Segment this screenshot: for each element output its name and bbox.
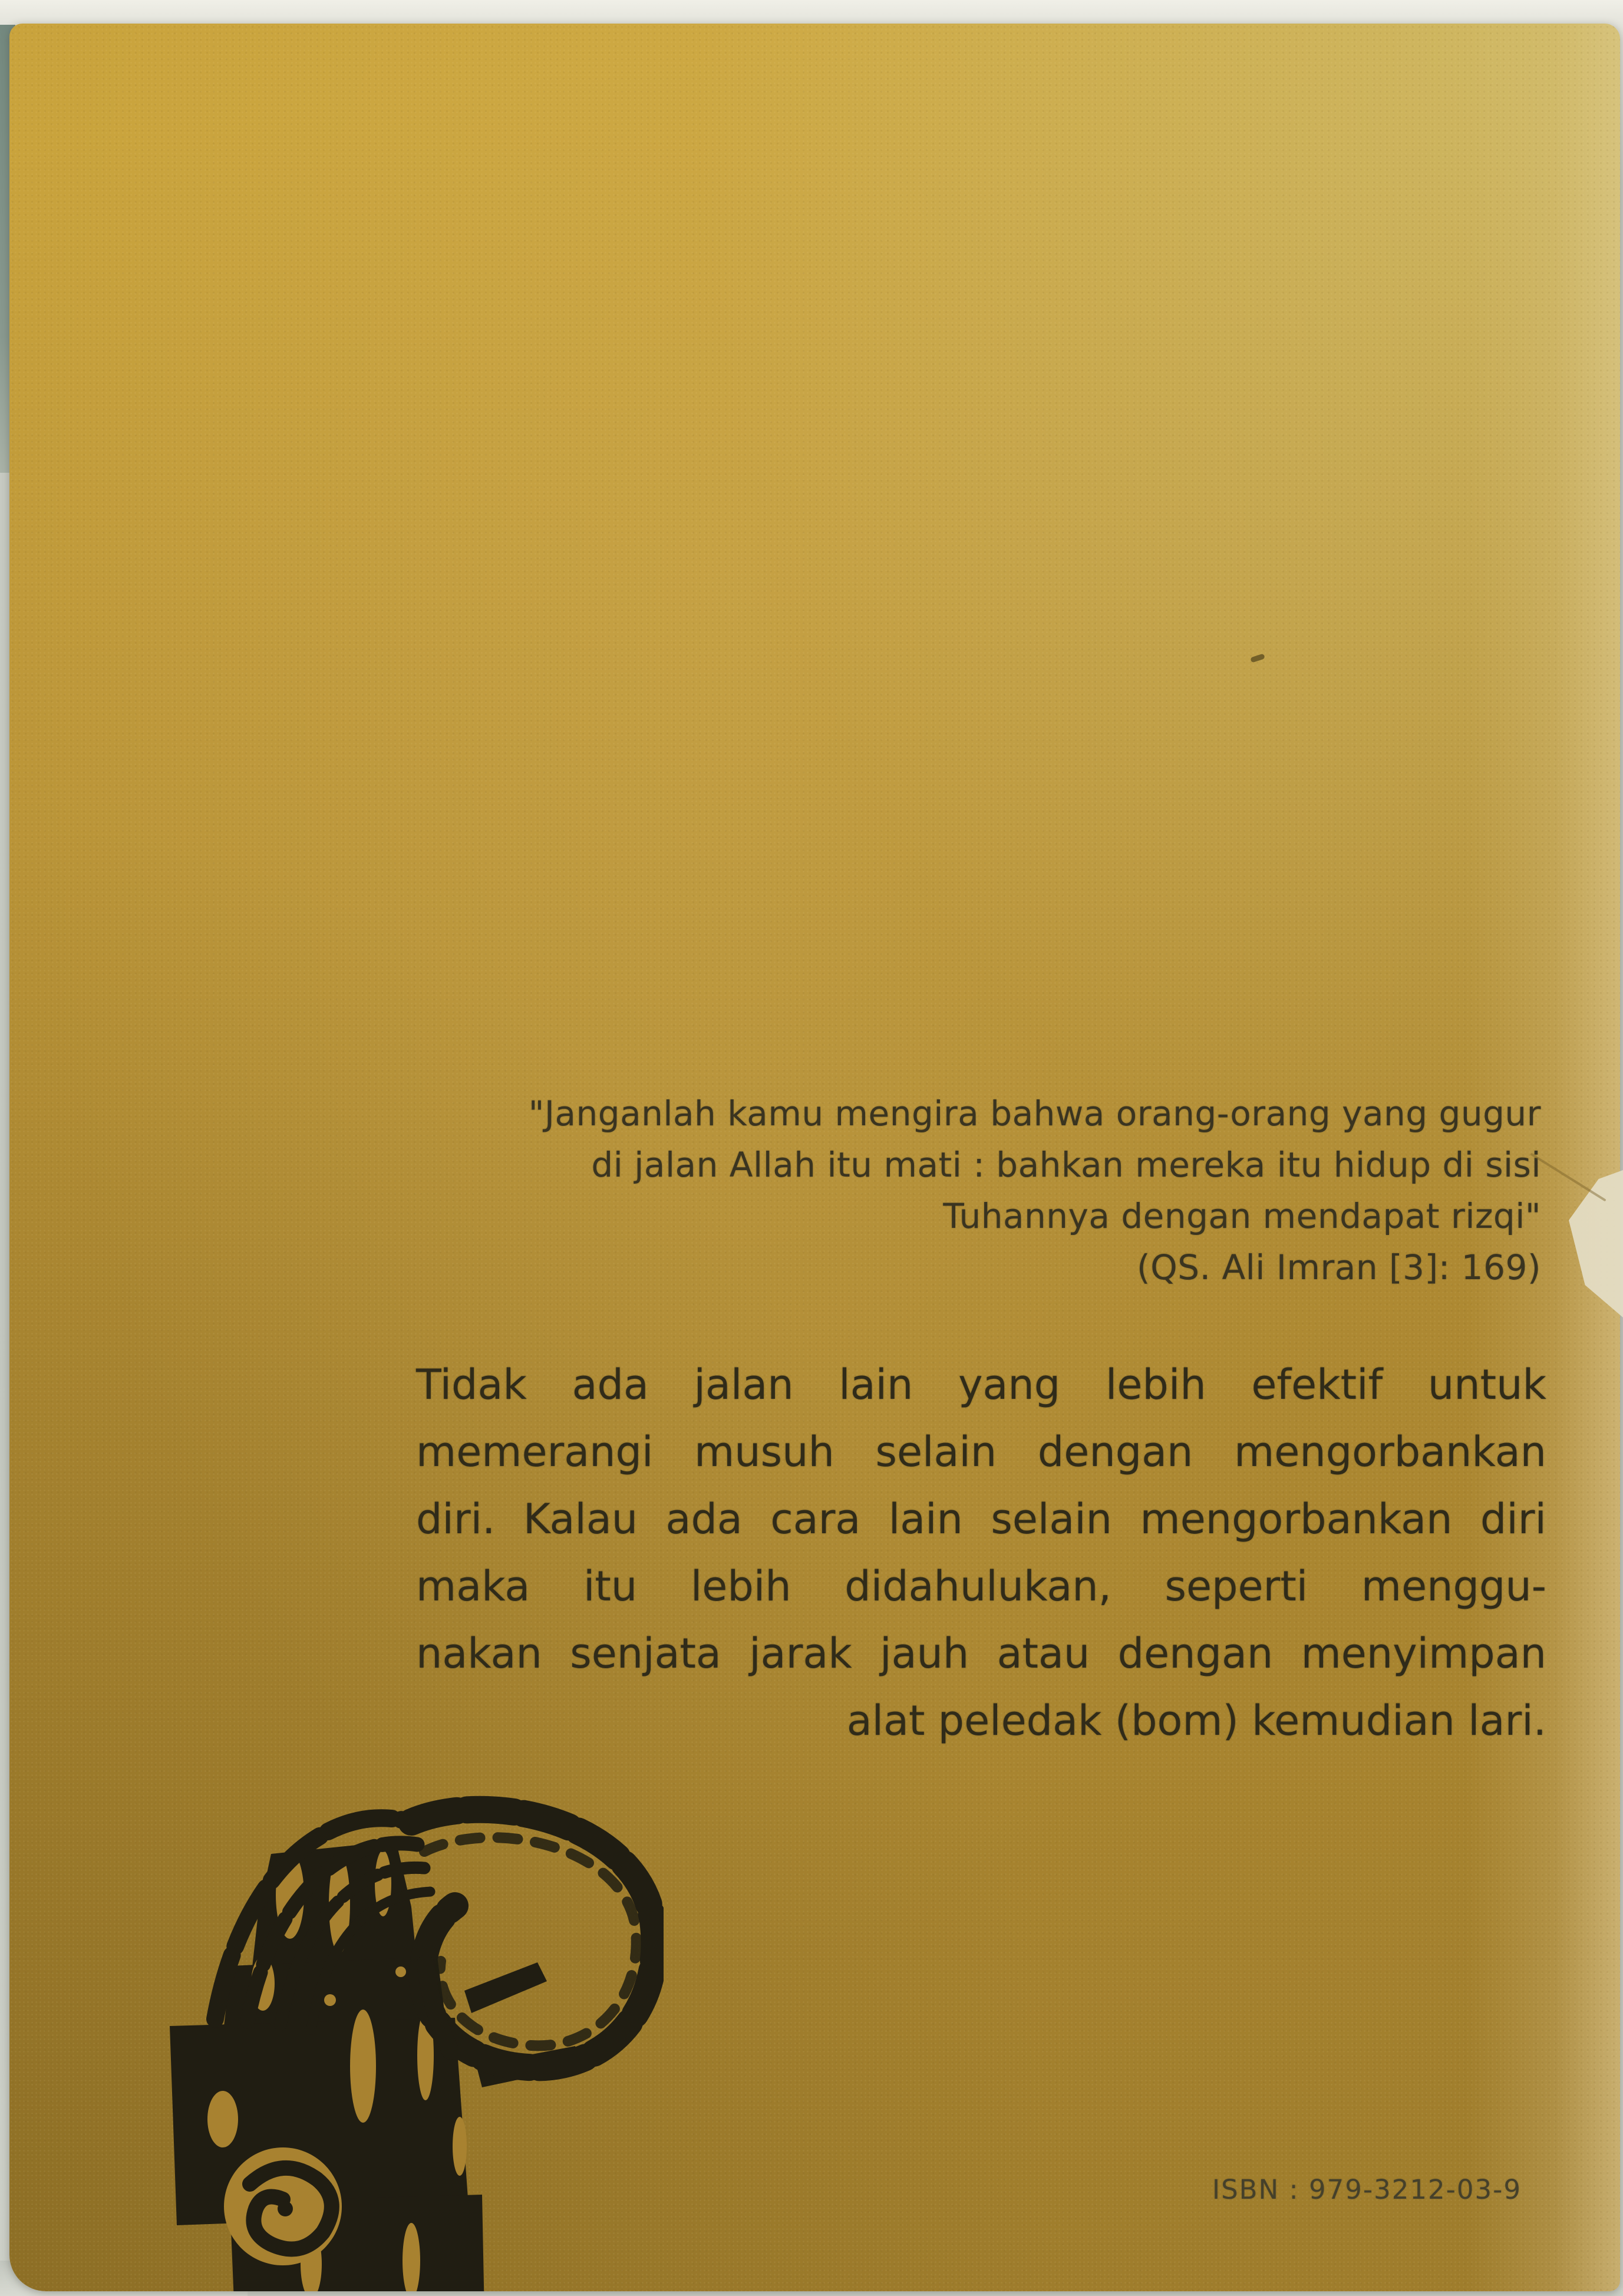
wire-loop <box>411 1810 655 2068</box>
paragraph-line: maka itu lebih didahulukan, seperti menggu- <box>416 1562 1546 1610</box>
quran-quote-block <box>304 1088 1541 1293</box>
ink-post-with-wire-loop-illustration <box>153 1771 664 2291</box>
quote-line: "Janganlah kamu mengira bahwa orang-orang yang gugur <box>528 1093 1541 1134</box>
paragraph-line: memerangi musuh selain dengan mengorbankan <box>416 1428 1546 1476</box>
book-back-cover <box>9 24 1620 2291</box>
isbn-text: ISBN : 979-3212-03-9 <box>1212 2174 1522 2205</box>
synopsis-paragraph <box>416 1351 1546 1754</box>
paragraph-line: nakan senjata jarak jauh atau dengan menyimpan <box>416 1629 1546 1678</box>
paragraph-line: Tidak ada jalan lain yang lebih efektif untuk <box>416 1361 1546 1409</box>
rosette-ornament <box>224 2147 342 2265</box>
paragraph-line: alat peledak (bom) kemudian lari. <box>846 1697 1546 1745</box>
quote-line: Tuhannya dengan mendapat rizqi" <box>943 1196 1541 1236</box>
quote-line: di jalan Allah itu mati : bahkan mereka itu hidup di sisi <box>591 1145 1541 1185</box>
paragraph-line: diri. Kalau ada cara lain selain mengorbankan diri <box>416 1495 1546 1543</box>
quote-citation: (QS. Ali Imran [3]: 169) <box>1137 1247 1541 1287</box>
